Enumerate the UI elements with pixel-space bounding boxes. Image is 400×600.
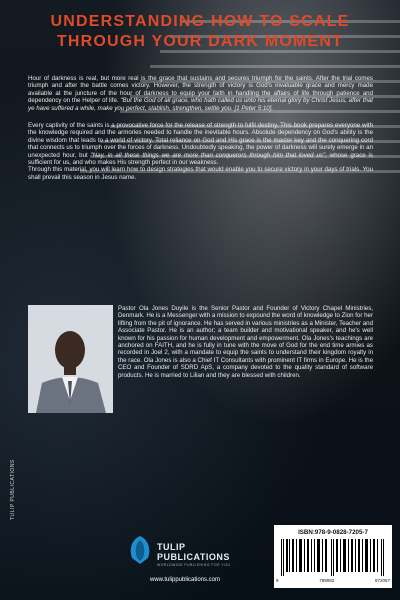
tulip-icon bbox=[125, 532, 155, 566]
publisher-name-line-2: PUBLICATIONS bbox=[157, 552, 230, 562]
blurb-paragraph-2-text-a: Every captivity of the saints is a provocative force for the release of strength to fulfil destiny. This book prepares everyone with the knowledge required and the armories needed to handle the inevitable hours. Absolute dependency on God's ability is the divine wisdom that leads to a world of victory. Total reliance on God and His grace is the master key and the conquering cord that connects us to triumph over the forces of darkness. Undoubtedly speaking, the power of darkness will surely emerge in an unexpected hour, but bbox=[28, 122, 373, 159]
cover-title bbox=[0, 12, 400, 52]
blurb-paragraph-1-text: Hour of darkness is real, but more real is the grace that sustains and secures triumph for the saints. After the trial comes triumph and after the battle comes victory. However, the strength of victory is God's invaluable grace and mercy made available at the juncture of the hour of darkness to equip your faith in handling the affairs of life through patience and dependency on the Helper of life. bbox=[28, 75, 373, 105]
blurb-paragraph-2 bbox=[28, 122, 373, 166]
scripture-quote-2: "Nay, in all these things we are more than conquerors through him that loved us", bbox=[90, 151, 327, 159]
author-photo bbox=[28, 305, 113, 413]
publisher-logo bbox=[125, 532, 245, 576]
barcode-digit-group-2: 789082 bbox=[319, 578, 335, 583]
barcode-icon bbox=[281, 539, 385, 576]
title-line-2: THROUGH YOUR DARK MOMENT bbox=[56, 33, 344, 50]
author-section bbox=[28, 305, 373, 535]
barcode-digit-group-1: 9 bbox=[276, 578, 279, 583]
scripture-quote-1: "But the God of all grace, who hath called us unto his eternal glory by Christ Jesus, after that ye have suffered a while, make you perfect, stablish, strengthen, settle you. [1 Peter 5:10]. bbox=[28, 97, 373, 112]
blurb-paragraph-3: Through this material, you will learn how to design strategies that would enable you to secure victory in your days of trials. You shall prevail this season in Jesus name. bbox=[28, 166, 373, 181]
blurb bbox=[28, 75, 373, 191]
publisher-website: www.tulippublications.com bbox=[149, 577, 221, 583]
title-line-1: UNDERSTANDING HOW TO SCALE bbox=[50, 13, 350, 30]
blurb-paragraph-1 bbox=[28, 75, 373, 112]
blurb-paragraph-2-text-b: whose grace is sufficient for us, and who makes His strength perfect in our weakness. bbox=[28, 151, 373, 167]
publisher-name bbox=[157, 542, 230, 562]
author-bio-text: Pastor Ola Jones Duyile is the Senior Pastor and Founder of Victory Chapel Ministries, Denmark. He is a Messenger with a mission to expound the word of knowledge to Zion for her lifting from the pit of ignorance. He has served in various ministries as a Minister, Teacher and Associate Pastor. He is an author; a team builder and motivational speaker, and he's well known for his passion for human development and empowerment. Ola Jones's teachings are anchored on FAITH, and he is fully in tune with the move of God for the end time armies as recorded in Joel 2, with a mandate to equip the saints to understand their kingdom royalty in the race. Ola Jones is also a Chief IT Consultants with prominent IT firms in Europe. He is the CEO and Founder of SDRD ApS, a company devoted to the quality standard of software products. He is married to Lilian and they are blessed with children. bbox=[118, 305, 373, 379]
publisher-name-line-1: TULIP bbox=[157, 542, 186, 552]
barcode-digit-group-3: 872057 bbox=[374, 578, 390, 583]
spine-publisher-label: TULIP PUBLICATIONS bbox=[10, 459, 16, 520]
author-portrait-icon bbox=[28, 305, 113, 413]
isbn-label: ISBN:978-9-0828-7205-7 bbox=[298, 529, 368, 536]
isbn-barcode-box bbox=[274, 525, 392, 588]
publisher-tagline: WORLDWIDE PUBLISHING FOR YOU bbox=[157, 563, 231, 567]
barcode-digits bbox=[276, 578, 390, 583]
